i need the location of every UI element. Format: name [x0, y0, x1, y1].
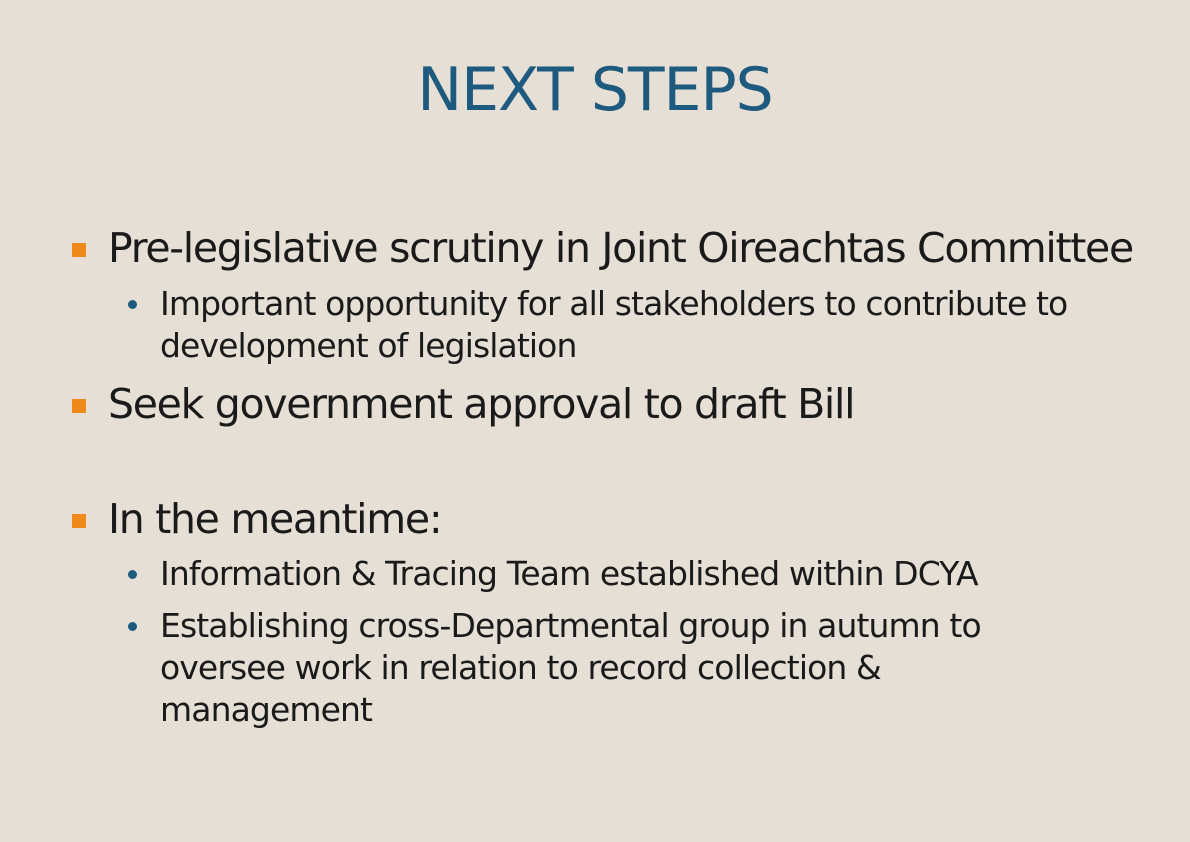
sub-bullet-text-line: Information & Tracing Team established within DCYA — [160, 554, 978, 593]
slide-title: NEXT STEPS — [417, 55, 773, 125]
sub-bullet-text-line: Establishing cross-Departmental group in autumn to — [160, 606, 981, 645]
square-bullet-icon — [72, 243, 86, 257]
bullet-text: Seek government approval to draft Bill — [108, 380, 855, 428]
sub-bullet-text-line: Important opportunity for all stakeholders to contribute to — [160, 284, 1068, 323]
square-bullet-icon — [72, 399, 86, 413]
round-bullet-icon — [128, 300, 137, 309]
square-bullet-icon — [72, 514, 86, 528]
round-bullet-icon — [128, 622, 137, 631]
bullet-text: In the meantime: — [108, 495, 442, 543]
sub-bullet-text-line: development of legislation — [160, 326, 577, 365]
sub-bullet-text-line: management — [160, 690, 373, 729]
bullet-text: Pre-legislative scrutiny in Joint Oireachtas Committee — [108, 224, 1133, 272]
round-bullet-icon — [128, 570, 137, 579]
sub-bullet-text-line: oversee work in relation to record collection & — [160, 648, 881, 687]
